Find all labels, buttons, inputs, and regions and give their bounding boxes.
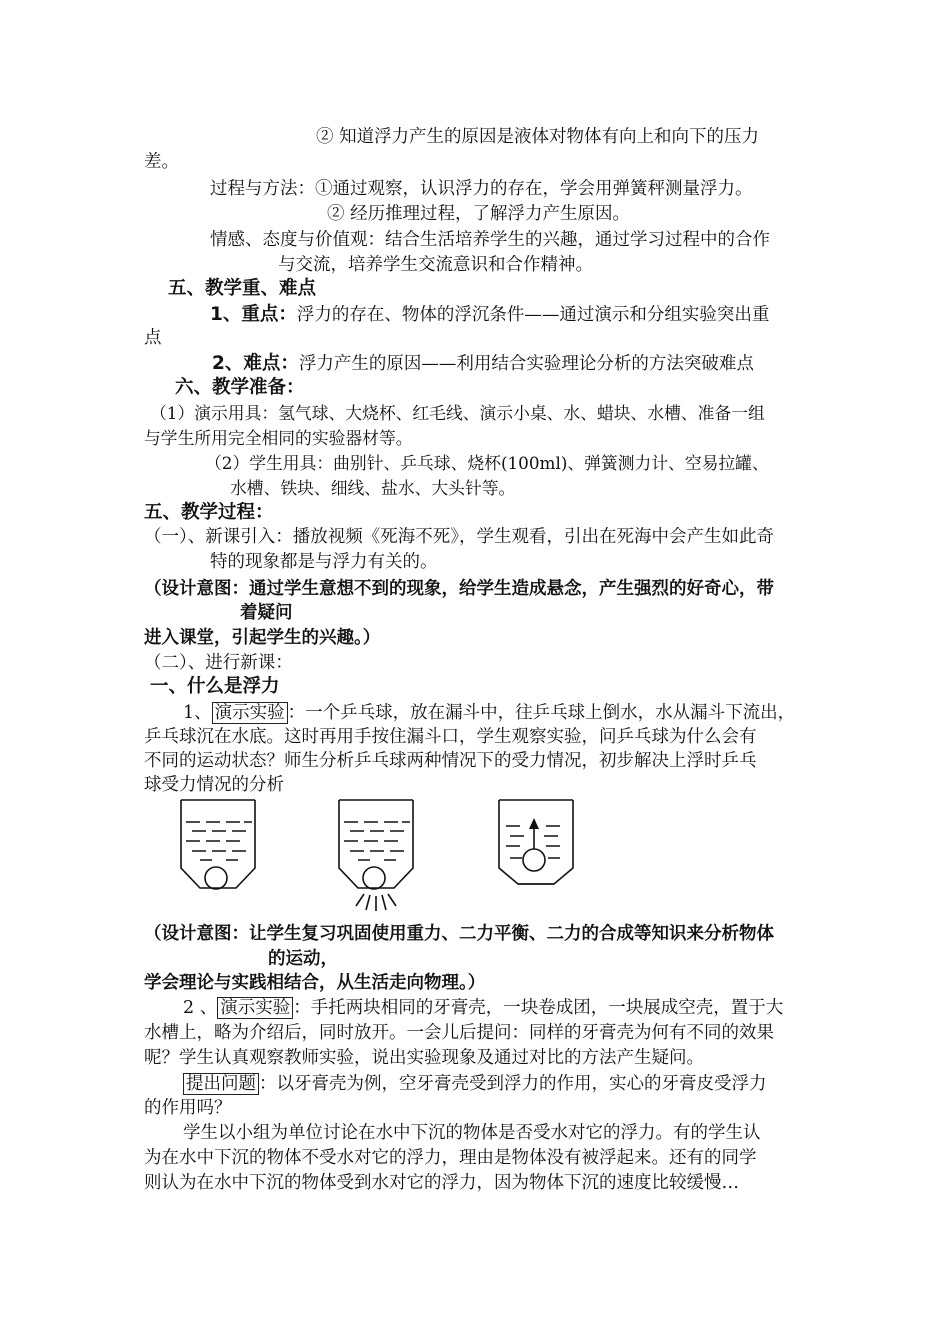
demo-tools-line-cont: 与学生所用完全相同的实验器材等。 [144,428,413,448]
attitude-line-cont: 与交流，培养学生交流意识和合作精神。 [278,255,593,275]
experiment-1-line-2: 乒乓球沉在水底。这时再用手按住漏斗口，学生观察实验，问乒乓球为什么会有 [144,727,757,747]
section-heading-preparation: 六、教学准备： [175,377,305,398]
design-intent-2-end: 学会理论与实践相结合，从生活走向物理。） [144,973,486,993]
raise-question-label: 提出问题 [183,1073,259,1095]
student-tools-line: （2）学生用具：曲别针、乒乓球、烧杯(100ml)、弹簧测力计、空易拉罐、 [205,453,769,473]
attitude-line: 情感、态度与价值观：结合生活培养学生的兴趣，通过学习过程中的合作 [210,230,770,250]
difficult-point-line [212,352,754,376]
heading-what-is-buoyancy: 一、什么是浮力 [150,676,280,697]
experiment-1-line: 1、 演示实验 ：一个乒乓球，放在漏斗中，往乒乓球上倒水，水从漏斗下流出， [183,703,796,723]
funnel-figure-3 [496,796,576,896]
objective-line-2-cont: 差。 [144,152,179,172]
funnel-figure-1 [178,796,258,896]
question-line: 提出问题 ：以牙膏壳为例，空牙膏壳受到浮力的作用，实心的牙膏皮受浮力 [183,1072,767,1096]
key-point-label: 1、重点： [210,304,297,325]
discussion-line: 学生以小组为单位讨论在水中下沉的物体是否受水对它的浮力。有的学生认 [183,1123,761,1143]
design-intent-2-cont: 的运动， [268,949,338,969]
difficult-point-text: 浮力产生的原因——利用结合实验理论分析的方法突破难点 [298,354,754,374]
objective-line-2: ② 知道浮力产生的原因是液体对物体有向上和向下的压力 [316,127,760,147]
key-point-text: 浮力的存在、物体的浮沉条件——通过演示和分组实验突出重 [296,305,770,325]
experiment-1-line-4: 球受力情况的分析 [144,775,284,795]
discussion-line-2: 为在水中下沉的物体不受水对它的浮力，理由是物体没有被浮起来。还有的同学 [144,1148,757,1168]
intro-line-cont: 特的现象都是与浮力有关的。 [210,552,438,572]
design-intent-1: （设计意图：通过学生意想不到的现象，给学生造成悬念，产生强烈的好奇心，带 [144,579,774,599]
demo-experiment-label-2: 演示实验 [217,997,293,1019]
demo-tools-line: （1）演示用具：氢气球、大烧杯、红毛线、演示小桌、水、蜡块、水槽、准备一组 [150,403,765,423]
process-method-line-2: ② 经历推理过程，了解浮力产生原因。 [327,204,631,224]
process-method-line: 过程与方法：①通过观察，认识浮力的存在，学会用弹簧秤测量浮力。 [210,179,753,199]
question-line-cont: 的作用吗？ [144,1098,232,1118]
design-intent-1-cont: 着疑问 [240,603,293,623]
difficult-point-label: 2、难点： [212,353,299,374]
experiment-2-line: 2 、 演示实验 ：手托两块相同的牙膏壳，一块卷成团，一块展成空壳，置于大 [183,998,784,1018]
experiment-2-line-3: 呢？学生认真观察教师实验，说出实验现象及通过对比的方法产生疑问。 [144,1048,704,1068]
experiment-2-line-2: 水槽上，略为介绍后，同时放开。一会儿后提问：同样的牙膏壳为何有不同的效果 [144,1023,774,1043]
experiment-1-line-3: 不同的运动状态？师生分析乒乓球两种情况下的受力情况，初步解决上浮时乒乓 [144,751,757,771]
student-tools-line-cont: 水槽、铁块、细线、盐水、大头针等。 [230,478,516,498]
intro-line: （一）、新课引入：播放视频《死海不死》，学生观看，引出在死海中会产生如此奇 [144,527,774,547]
key-point-line [210,303,769,327]
key-point-cont: 点 [144,328,162,348]
design-intent-1-end: 进入课堂，引起学生的兴趣。） [144,628,381,648]
demo-experiment-label: 演示实验 [212,702,288,724]
section-heading-key-points: 五、教学重、难点 [168,278,317,299]
discussion-line-3: 则认为在水中下沉的物体受到水对它的浮力，因为物体下沉的速度比较缓慢… [144,1173,739,1193]
new-lesson-line: （二）、进行新课： [144,653,293,673]
funnel-figure-2 [336,796,416,914]
section-heading-process: 五、教学过程： [144,502,274,523]
design-intent-2: （设计意图：让学生复习巩固使用重力、二力平衡、二力的合成等知识来分析物体 [144,924,774,944]
upward-arrow-icon [529,818,539,829]
